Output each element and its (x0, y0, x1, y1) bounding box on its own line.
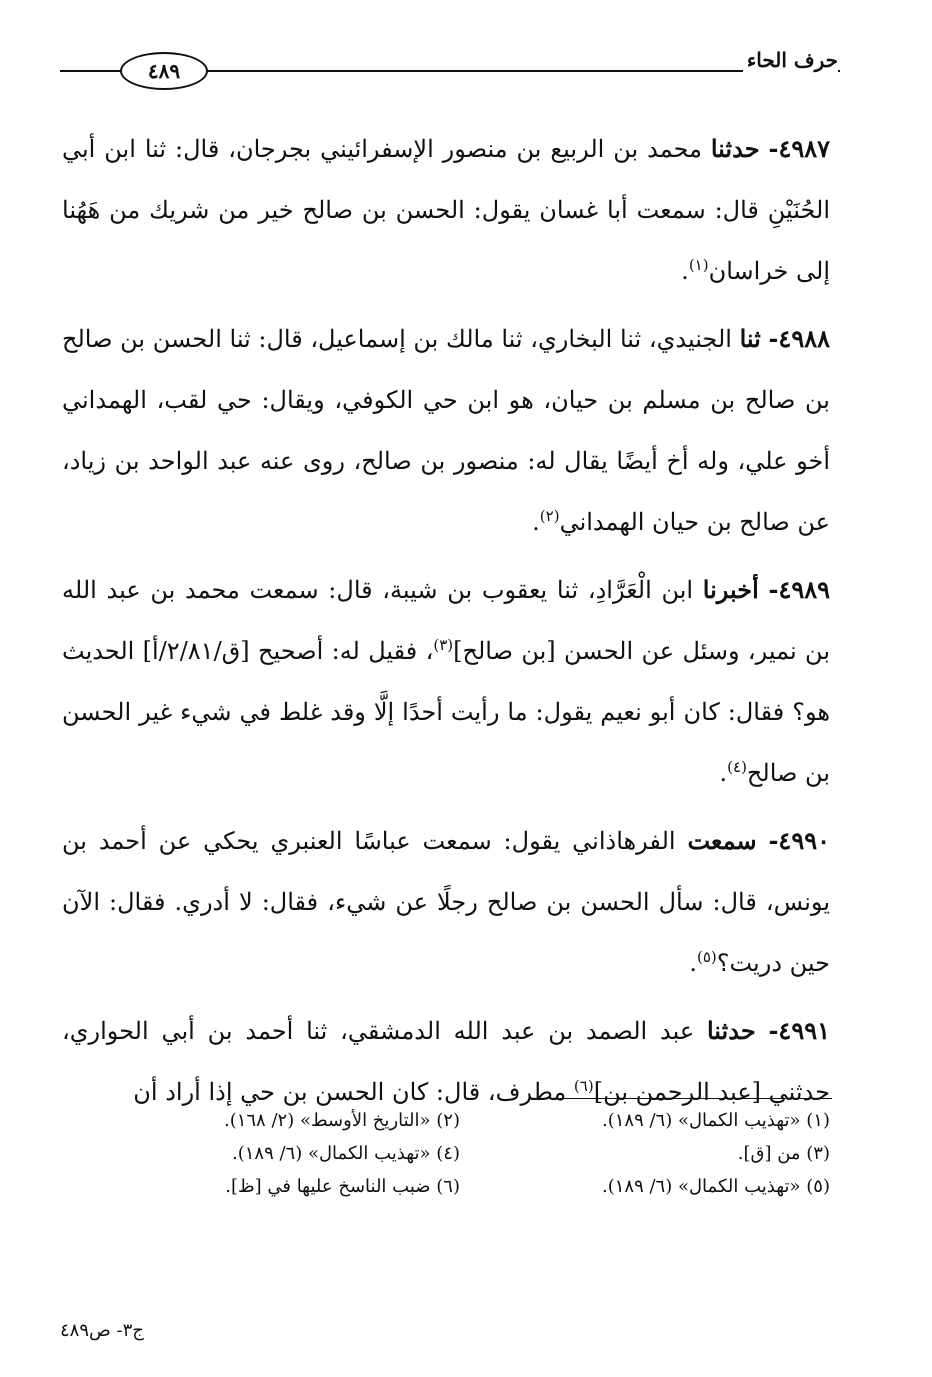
footnote-1: (١) «تهذيب الكمال» (٦/ ١٨٩). (601, 1110, 830, 1131)
entry-text: ، فقيل له: أصحيح [ق/٢/٨١/أ] الحديث هو؟ فقال: كان أبو نعيم يقول: ما رأيت أحدًا إلَّا وقد غلط في شيء غير الحسن بن صالح (62, 637, 830, 787)
entry-4989 (62, 559, 830, 804)
entry-4990 (62, 810, 830, 994)
footnote-5: (٥) «تهذيب الكمال» (٦/ ١٨٩). (601, 1176, 830, 1197)
entry-lead-word: أخبرنا (702, 575, 759, 604)
footnote-marker: (١) (688, 256, 709, 274)
entry-number: ٤٩٨٩- (768, 575, 830, 604)
entry-text: محمد بن الربيع بن منصور الإسفرائيني بجرجان، قال: ثنا ابن أبي الحُنَيْنِ قال: سمعت أبا غسان يقول: الحسن بن صالح خير من شريك من هَهُنا إلى خراسان (62, 135, 830, 285)
entry-text: الفرهاذاني يقول: سمعت عباسًا العنبري يحكي عن أحمد بن يونس، قال: سأل الحسن بن صالح رجلًا عن شيء، فقال: لا أدري. فقال: الآن حين دريت؟ (62, 827, 830, 977)
entry-end: . (532, 508, 540, 536)
entry-4991 (62, 1000, 830, 1123)
footnote-marker: (٥) (696, 948, 717, 966)
entry-4987 (62, 118, 830, 302)
footnote-3: (٣) من [ق]. (737, 1143, 830, 1164)
main-text (62, 118, 830, 1129)
entry-end: . (689, 949, 697, 977)
volume-page-reference: ج٣- ص٤٨٩ (60, 1320, 144, 1341)
entry-number: ٤٩٨٧- (768, 134, 830, 163)
footnote-marker: (٢) (539, 507, 560, 525)
entry-text: الجنيدي، ثنا البخاري، ثنا مالك بن إسماعيل، قال: ثنا الحسن بن صالح بن صالح بن مسلم بن حيان، هو ابن حي الكوفي، ويقال: حي لقب، الهمداني أخو علي، وله أخ أيضًا يقال له: منصور بن صالح، روى عنه عبد الواحد بن زياد، عن صالح بن حيان الهمداني (62, 325, 830, 536)
footnote-marker: (٤) (727, 758, 747, 776)
footnote-marker: (٣) (433, 636, 454, 654)
footnotes (130, 1110, 830, 1197)
footnote-6: (٦) ضبب الناسخ عليها في [ظ]. (225, 1176, 460, 1197)
entry-number: ٤٩٩١- (768, 1016, 830, 1045)
entry-number: ٤٩٩٠- (768, 826, 830, 855)
entry-number: ٤٩٨٨- (768, 324, 830, 353)
entry-lead-word: حدثنا (706, 1016, 756, 1045)
entry-lead-word: سمعت (687, 826, 757, 855)
entry-text: ابن الْعَرَّادِ، ثنا يعقوب بن شيبة، قال: سمعت محمد بن عبد الله بن نمير، وسئل عن الحسن [بن صالح] (62, 576, 831, 665)
entry-lead-word: ثنا (739, 324, 761, 353)
entry-text: عبد الصمد بن عبد الله الدمشقي، ثنا أحمد بن أبي الحواري، حدثني [عبد الرحمن بن] (62, 1017, 830, 1106)
entry-lead-word: حدثنا (710, 134, 760, 163)
entry-4988 (62, 308, 830, 553)
footnote-divider (552, 1098, 832, 1099)
entry-end: . (719, 759, 728, 787)
entry-text: مطرف، قال: كان الحسن بن حي إذا أراد أن (133, 1078, 574, 1106)
footnote-2: (٢) «التاريخ الأوسط» (٢/ ١٦٨). (223, 1110, 460, 1131)
chapter-title: حرف الحاء (743, 48, 838, 72)
footnote-marker: (٦) (573, 1077, 594, 1095)
page-number: ٤٨٩ (120, 52, 208, 90)
page-header (60, 40, 840, 90)
entry-end: . (681, 257, 689, 285)
footnote-4: (٤) «تهذيب الكمال» (٦/ ١٨٩). (231, 1143, 460, 1164)
